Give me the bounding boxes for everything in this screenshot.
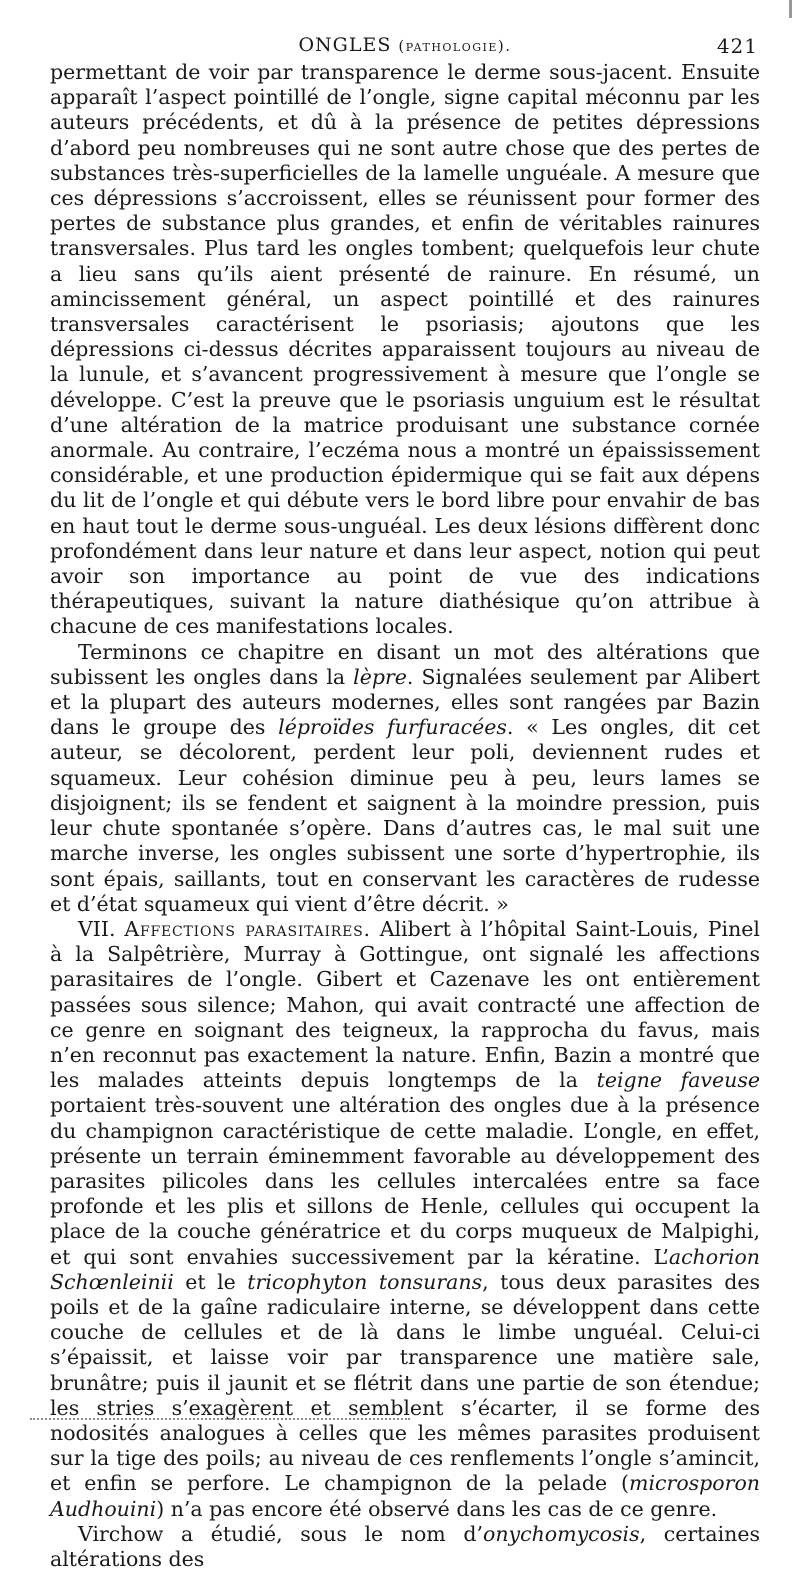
text-run: Virchow a étudié, sous le nom d’ (78, 1521, 483, 1546)
body-text (50, 60, 760, 1572)
text-run: ) n’a pas encore été observé dans les cas de ce genre. (156, 1496, 718, 1521)
page-edge-mark (789, 0, 792, 18)
running-title (50, 34, 760, 56)
footer-dotted-rule (30, 1418, 410, 1420)
running-title-sub: (pathologie). (398, 37, 512, 55)
text-run: permettant de voir par transparence le derme sous-jacent. Ensuite apparaît l’aspect pointillé de l’ongle, signe capital méconnu par les auteurs précédents, et dû à la présence de petites dépressions d’abord peu nombreuses qui ne sont autre chose que des pertes de substances très-superficielles de la lamelle unguéale. A mesure que ces dépressions s’accroissent, elles se réunissent pour former des pertes de substance plus grandes, et enfin de véritables rainures transversales. Plus tard les ongles tombent; quelquefois leur chute a lieu sans qu’ils aient présenté de rainure. En résumé, un amincissement général, un aspect pointillé et des rainures transversales caractérisent le psoriasis; ajoutons que les dépressions ci-dessus décrites apparaissent toujours au niveau de la lunule, et s’avancent progressivement à mesure que l’ongle se développe. C’est la preuve que le psoriasis unguium est le résultat d’une altération de la matrice produisant une substance cornée anormale. Au contraire, l’eczéma nous a montré un épaississement considérable, et une production épidermique qui se fait aux dépens du lit de l’ongle et qui débute vers le bord libre pour envahir de bas en haut tout le derme sous-unguéal. Les deux lésions diffèrent donc profondément dans leur nature et dans leur aspect, notion qui peut avoir son importance au point de vue des indications thérapeutiques, suivant la nature diathésique qu’on attribue à chacune de ces manifestations locales. (50, 60, 760, 639)
paragraph-affections-parasitaires (50, 917, 760, 1522)
page-number: 421 (716, 34, 758, 58)
paragraph-virchow (50, 1522, 760, 1572)
text-run: . « Les ongles, dit cet auteur, se décolorent, perdent leur poli, deviennent rudes et squameux. Leur cohésion diminue peu à peu, leurs lames se disjoignent; ils se fendent et saignent à la moindre pression, puis leur chute spontanée s’opère. Dans d’autres cas, le mal suit une marche inverse, les ongles subissent une sorte d’hypertrophie, ils sont épais, saillants, tout en conservant les caractères de rudesse et d’état squameux qui vient d’être décrit. » (50, 715, 760, 916)
italic-term: teigne faveuse (596, 1068, 760, 1093)
paragraph-psoriasis-continued (50, 60, 760, 640)
italic-term: lèpre (353, 664, 407, 689)
italic-term: achorion Schœnleinii (50, 1244, 760, 1294)
running-title-main: ONGLES (298, 34, 392, 56)
paragraph-lepre (50, 640, 760, 917)
text-run: , certaines altérations des (50, 1521, 760, 1571)
text-run: . Signalées seulement par Alibert et la plupart des auteurs modernes, elles sont rangées par Bazin dans le groupe des (50, 664, 761, 740)
italic-term: microsporon Audhouini (50, 1471, 760, 1521)
italic-term: léproïdes furfuracées (278, 715, 507, 740)
italic-term: tricophyton tonsurans (247, 1269, 483, 1294)
section-heading: Affections parasitaires. (124, 916, 371, 941)
text-run: Alibert à l’hôpital Saint-Louis, Pinel à la Salpêtrière, Murray à Gottingue, ont signalé les affections parasitaires de l’ongle. Gibert et Cazenave les ont entièrement passées sous silence; Mahon, qui avait contracté une affection de ce genre en soignant des teigneux, la rapprocha du favus, mais n’en reconnut pas exactement la nature. Enfin, Bazin a montré que les malades atteints depuis longtemps de la (50, 916, 760, 1093)
text-run: Terminons ce chapitre en disant un mot des altérations que subissent les ongles dans la (50, 639, 760, 689)
italic-term: onychomycosis (483, 1521, 640, 1546)
text-run: VII. (78, 916, 125, 941)
running-head (50, 30, 760, 60)
text-run: , tous deux parasites des poils et de la gaîne radiculaire interne, se développent dans cette couche de cellules et de là dans le limbe unguéal. Celui-ci s’épaissit, et laisse voir par transparence une matière sale, brunâtre; puis il jaunit et se flétrit dans une partie de son étendue; les stries s’exagèrent et semblent s’écarter, il se forme des nodosités analogues à celles que les mêmes parasites produisent sur la tige des poils; au niveau de ces renflements l’ongle s’amincit, et enfin se perfore. Le champignon de la pelade ( (50, 1269, 761, 1496)
text-run: portaient très-souvent une altération des ongles due à la présence du champignon caractéristique de cette maladie. L’ongle, en effet, présente un terrain éminemment favorable au développement des parasites pilicoles dans les cellules intercalées entre sa face profonde et les plis et sillons de Henle, cellules qui occupent la place de la couche génératrice et du corps muqueux de Malpighi, et qui sont envahies successivement par la kératine. L’ (50, 1093, 760, 1269)
text-run: et le (173, 1269, 248, 1294)
